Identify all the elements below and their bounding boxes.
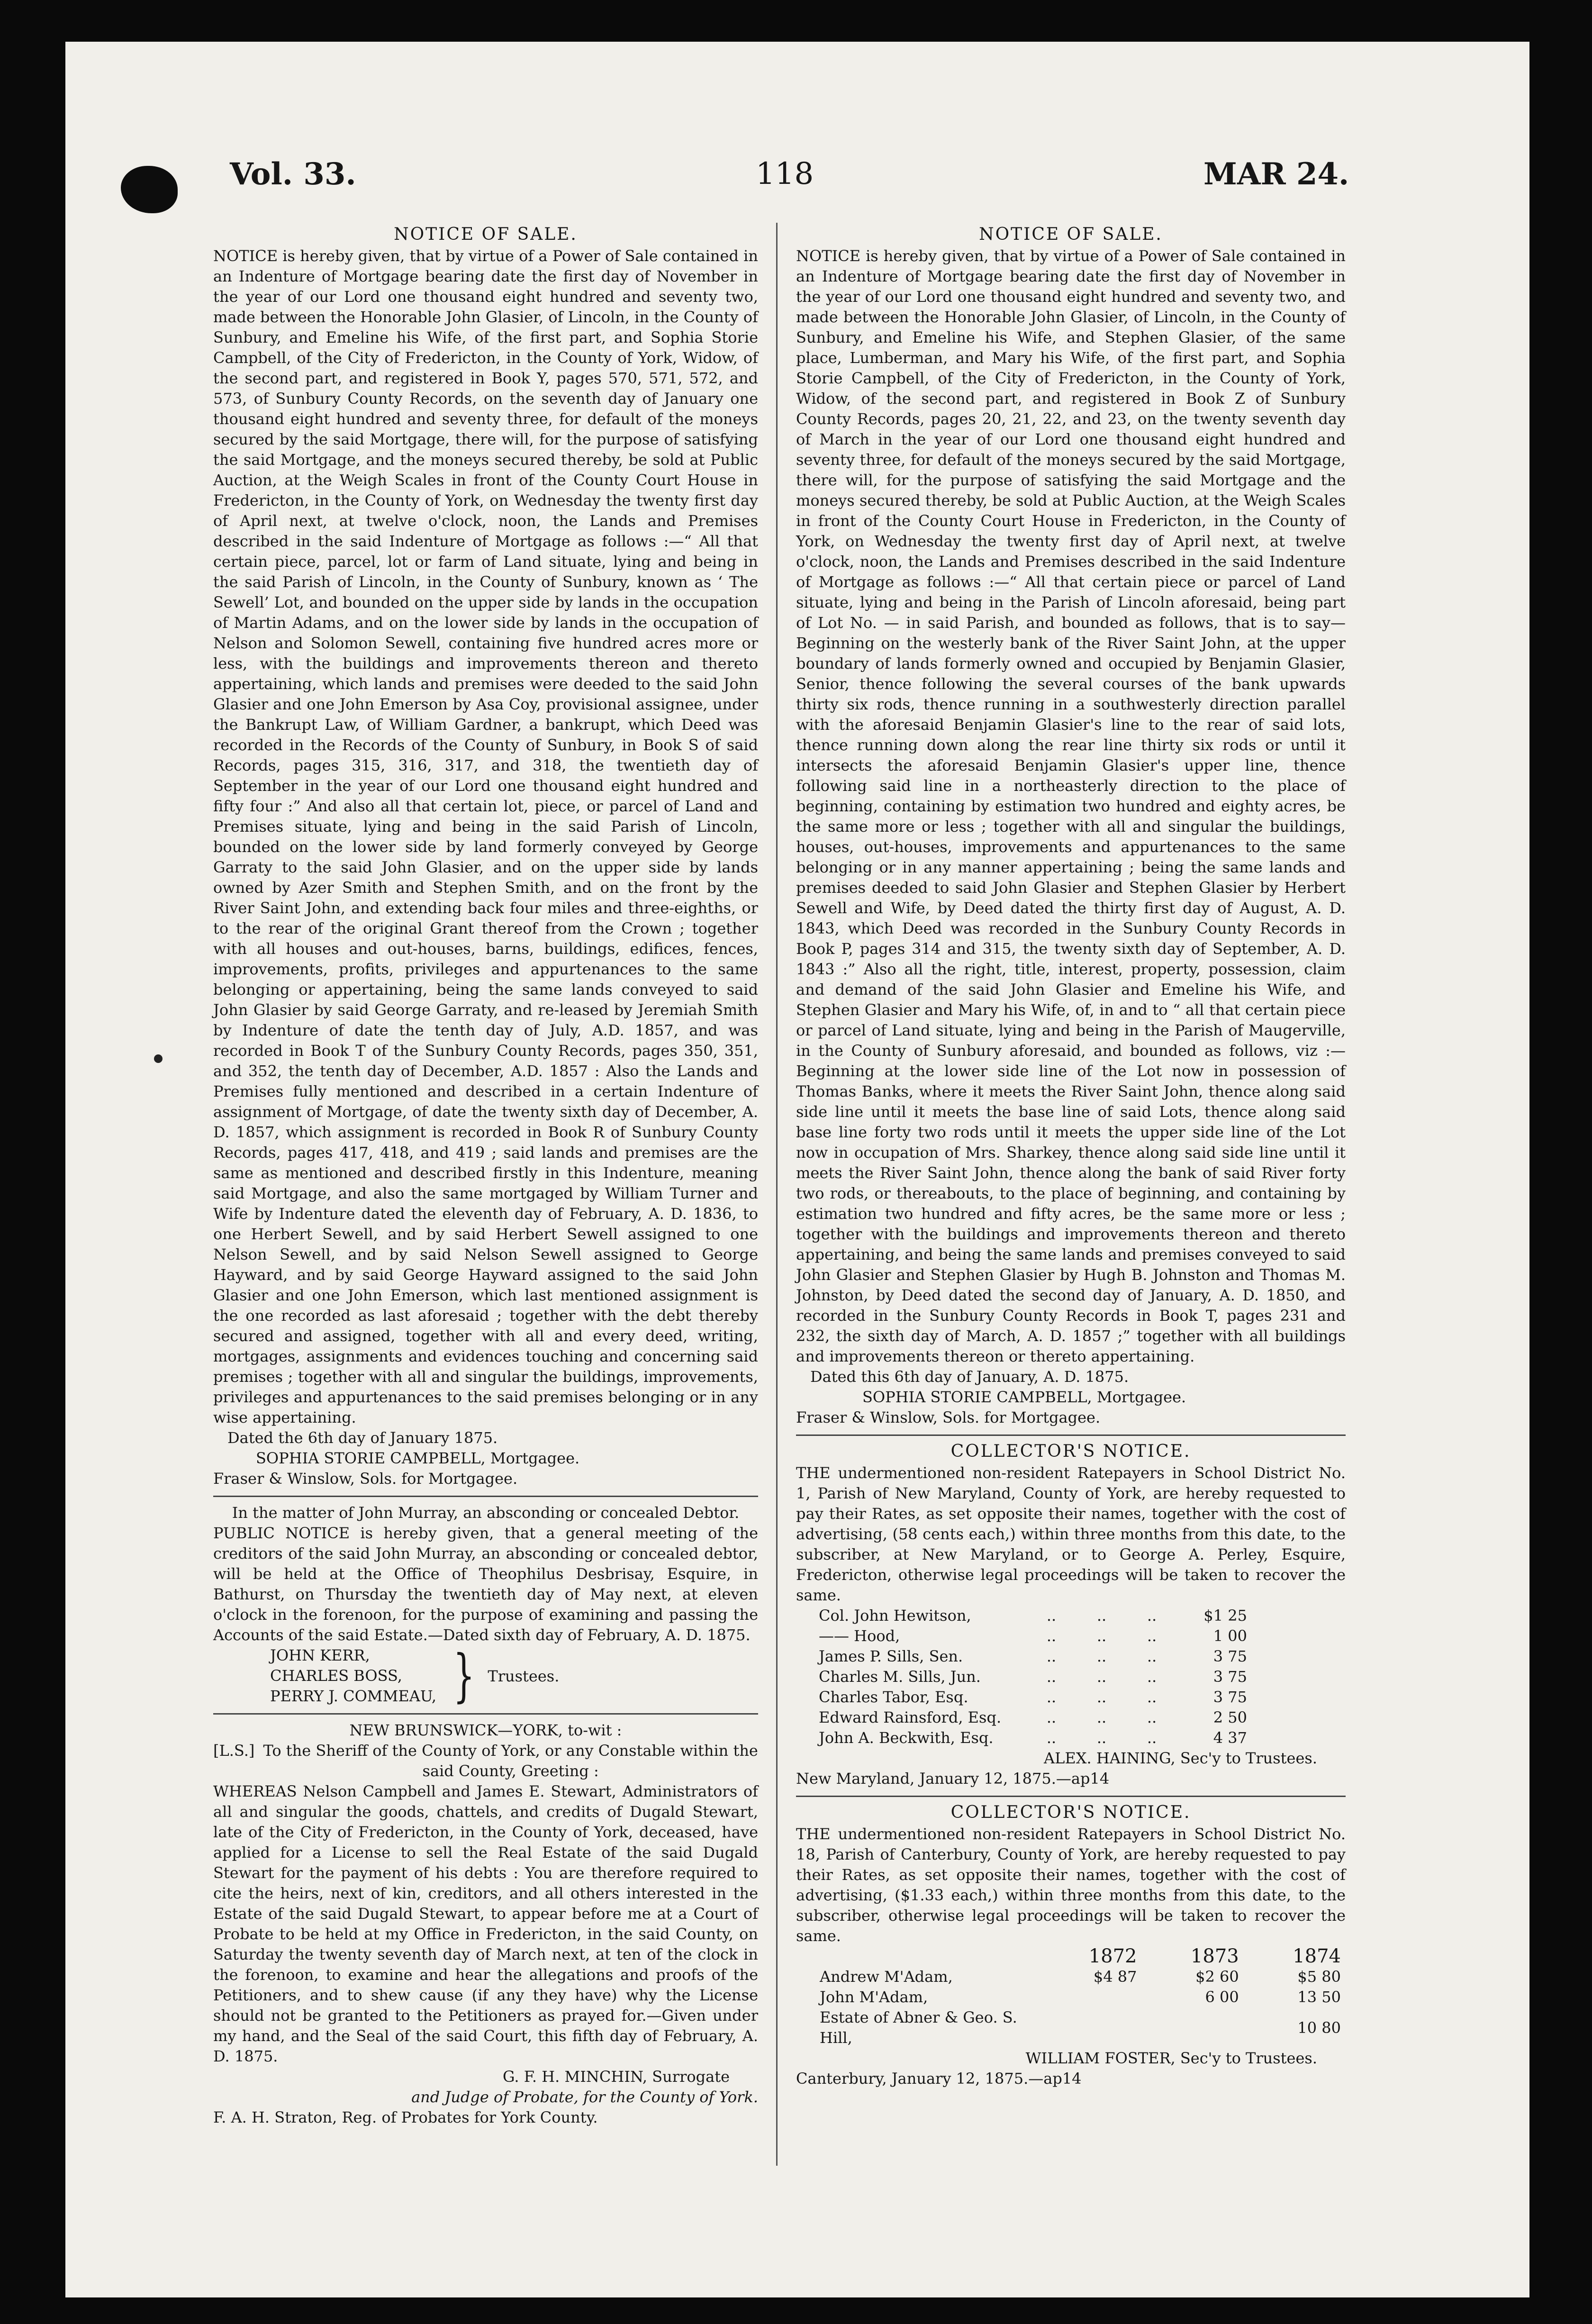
ratepayer-table (815, 1606, 1251, 1748)
notice-title: NOTICE OF SALE. (979, 225, 1163, 244)
ratepayer-name: Edward Rainsford, Esq. (819, 1708, 1002, 1726)
probate-heading: NEW BRUNSWICK—YORK, to-wit : (349, 1721, 622, 1739)
leader-dots: .. (1147, 1668, 1157, 1686)
leader-dots: .. (1046, 1627, 1057, 1645)
ratepayer-row (815, 1626, 1251, 1646)
trustees-block (213, 1645, 758, 1707)
rate-amount: $1 25 (1203, 1607, 1247, 1625)
seal-label: [L.S.] (213, 1742, 255, 1760)
trustees-label: Trustees. (488, 1667, 560, 1685)
dated-line: Dated this 6th day of January, A. D. 1875. (810, 1368, 1129, 1386)
murray-body: PUBLIC NOTICE is hereby given, that a general meeting of the creditors of the said John Murray, an absconding or concealed debtor, will be held at the Office of Theophilus Desbrisay, Esquire, in Bathurst, on Thursday the twentieth day of May next, at eleven o'clock in the forenoon, for the purpose of examining and passing the Accounts of the said Estate.—Dated sixth day of February, A. D. 1875. (213, 1524, 758, 1644)
leader-dots: .. (1046, 1607, 1057, 1625)
rate-amount: 1 00 (1213, 1627, 1247, 1645)
ratepayer-row (815, 2007, 1346, 2048)
probate-notice (213, 1720, 758, 2128)
page-number: 118 (756, 156, 814, 191)
notice-title: COLLECTOR'S NOTICE. (950, 1803, 1191, 1822)
ratepayer-row (815, 1687, 1251, 1707)
ratepayer-table (815, 1946, 1346, 2048)
rate-amount: 3 75 (1213, 1688, 1247, 1706)
leader-dots: .. (1096, 1688, 1107, 1706)
rate-amount: 2 50 (1213, 1708, 1247, 1726)
ratepayer-name: James P. Sills, Sen. (819, 1647, 963, 1665)
rate-amount: 4 37 (1213, 1729, 1247, 1747)
leader-dots: .. (1046, 1708, 1057, 1726)
name-column-header (815, 1946, 1040, 1967)
notice-body: NOTICE is hereby given, that by virtue of a Power of Sale contained in an Indenture of Mortgage bearing date the first day of November in the year of our Lord one thousand eight hundred and seventy two, and made between the Honorable John Glasier, of Lincoln, in the County of Sunbury, and Emeline his Wife, and Stephen Glasier, of the same place, Lumberman, and Mary his Wife, of the first part, and Sophia Storie Campbell, of the City of Fredericton, in the County of York, Widow, of the second part, and registered in Book Z of Sunbury County Records, pages 20, 21, 22, and 23, on the twenty seventh day of March in the year of our Lord one thousand eight hundred and seventy three, for default of the moneys secured by the said Mortgage, there will, for the purpose of satisfying the said Mortgage and the moneys secured thereby, be sold at Public Auction, at the Weigh Scales in front of the County Court House in Fredericton, in the County of York, on Wednesday the twenty first day of April next, at twelve o'clock, noon, the Lands and Premises described in the said Indenture of Mortgage as follows :—“ All that certain piece or parcel of Land situate, lying and being in the Parish of Lincoln aforesaid, being part of Lot No. — in said Parish, and bounded as follows, that is to say—Beginning on the westerly bank of the River Saint John, at the upper boundary of lands formerly owned and occupied by Benjamin Glasier, Senior, thence following the several courses of the bank upwards thirty six rods, thence running in a southwesterly direction parallel with the aforesaid Benjamin Glasier's line to the rear of said lots, thence running down along the rear line thirty six rods or until it intersects the aforesaid Benjamin Glasier's upper line, thence following said line in a northeasterly direction to the place of beginning, containing by estimation two hundred and eighty acres, be the same more or less ; together with all and singular the buildings, houses, out-houses, improvements and appurtenances to the same belonging or in any manner appertaining ; being the same lands and premises deeded to said John Glasier and Stephen Glasier by Herbert Sewell and Wife, by Deed dated the thirty first day of August, A. D. 1843, which Deed was recorded in the Sunbury County Records in Book P, pages 314 and 315, the twenty sixth day of September, A. D. 1843 :” Also all the right, title, interest, property, possession, claim and demand of the said John Glasier and Emeline his Wife, and Stephen Glasier and Mary his Wife, of, in and to “ all that certain piece or parcel of Land situate, lying and being in the Parish of Maugerville, in the County of Sunbury aforesaid, and bounded as follows, viz :—Beginning at the lower side line of the Lot now in possession of Thomas Banks, where it meets the River Saint John, thence along said side line until it meets the base line of said Lots, thence along said base line forty two rods until it meets the upper side line of the Lot now in occupation of Mrs. Sharkey, thence along said side line until it meets the River Saint John, thence along the bank of said River forty two rods, or thereabouts, to the place of beginning, and containing by estimation two hundred and fifty acres, be the same more or less ; together with the buildings and improvements thereon and thereto appertaining, and being the same lands and premises conveyed to said John Glasier and Stephen Glasier by Hugh B. Johnston and Thomas M. Johnston, by Deed dated the second day of January, A. D. 1850, and recorded in the Sunbury County Records in Book T, pages 231 and 232, the sixth day of March, A. D. 1857 ;” together with all buildings and improvements thereon or thereto appertaining. (796, 247, 1346, 1365)
volume-label: Vol. 33. (230, 156, 356, 192)
rate-amount: $4 87 (1093, 1968, 1137, 1986)
leader-dots: .. (1096, 1647, 1107, 1665)
brace-icon: } (453, 1643, 475, 1709)
leader-dots: .. (1046, 1647, 1057, 1665)
rate-amount: 10 80 (1297, 2018, 1341, 2037)
leader-dots: .. (1147, 1688, 1157, 1706)
probate-address: To the Sheriff of the County of York, or any Constable within the said County, Greeting : (263, 1742, 758, 1780)
rate-amount (1040, 1987, 1141, 2007)
leader-dots: .. (1096, 1668, 1107, 1686)
year-header: 1874 (1293, 1945, 1341, 1967)
collector-body: THE undermentioned non-resident Ratepayers in School District No. 1, Parish of New Maryland, County of York, are hereby requested to pay their Rates, as set opposite their names, together with the cost of advertising, (58 cents each,) within three months from this date, to the subscriber, at New Maryland, or to George A. Perley, Esquire, Fredericton, otherwise legal proceedings will be taken to recover the same. (796, 1464, 1346, 1604)
surrogate-signature: G. F. H. MINCHIN, Surrogate (502, 2068, 730, 2086)
probate-address-row (213, 1741, 758, 1781)
solicitors-line: Fraser & Winslow, Sols. for Mortgagee. (796, 1408, 1101, 1426)
surrogate-title: and Judge of Probate, for the County of York. (411, 2088, 758, 2106)
trustee-names (270, 1645, 436, 1707)
ratepayer-name: Charles Tabor, Esq. (819, 1688, 968, 1706)
leader-dots: .. (1046, 1688, 1057, 1706)
collector-dateline: New Maryland, January 12, 1875.—ap14 (796, 1770, 1110, 1788)
ratepayer-name: —— Hood, (819, 1627, 900, 1645)
year-header: 1873 (1190, 1945, 1239, 1967)
leader-dots: .. (1096, 1627, 1107, 1645)
leader-dots: .. (1096, 1729, 1107, 1747)
year-header: 1872 (1088, 1945, 1137, 1967)
notice-of-sale-left (213, 225, 758, 1489)
rate-amount: $2 60 (1195, 1968, 1239, 1986)
section-rule (213, 1496, 758, 1497)
rate-amount: 3 75 (1213, 1668, 1247, 1686)
matter-heading: In the matter of John Murray, an absconding or concealed Debtor. (232, 1504, 740, 1522)
leader-dots: .. (1096, 1607, 1107, 1625)
ratepayer-row (815, 1646, 1251, 1667)
dated-line: Dated the 6th day of January 1875. (227, 1429, 498, 1447)
ratepayer-row (815, 1967, 1346, 1987)
ratepayer-name: John M'Adam, (820, 1988, 928, 2006)
notice-of-sale-right (796, 225, 1346, 1428)
collector-signature: WILLIAM FOSTER, Sec'y to Trustees. (1025, 2049, 1317, 2067)
left-column (213, 223, 758, 2128)
rate-amount: $5 80 (1297, 1968, 1341, 1986)
rate-amount (1040, 2007, 1141, 2048)
issue-date: MAR 24. (1203, 156, 1349, 192)
column-divider (776, 223, 778, 2166)
leader-dots: .. (1147, 1607, 1157, 1625)
murray-notice (213, 1503, 758, 1707)
trustee-name: PERRY J. COMMEAU, (270, 1687, 436, 1705)
rate-amount: 3 75 (1213, 1647, 1247, 1665)
leader-dots: .. (1046, 1729, 1057, 1747)
leader-dots: .. (1096, 1708, 1107, 1726)
section-rule (213, 1713, 758, 1715)
collectors-notice-canterbury (796, 1803, 1346, 2089)
right-column (796, 223, 1346, 2089)
section-rule (796, 1434, 1346, 1436)
notice-body: NOTICE is hereby given, that by virtue of a Power of Sale contained in an Indenture of Mortgage bearing date the first day of November in the year of our Lord one thousand eight hundred and seventy two, made between the Honorable John Glasier, of Lincoln, in the County of Sunbury, and Emeline his Wife, of the first part, and Sophia Storie Campbell, of the City of Fredericton, in the County of York, Widow, of the second part, and registered in Book Y, pages 570, 571, 572, and 573, of Sunbury County Records, on the seventh day of January one thousand eight hundred and seventy three, for default of the moneys secured by the said Mortgage, there will, for the purpose of satisfying the said Mortgage, and the moneys secured thereby, be sold at Public Auction, at the Weigh Scales in front of the County Court House in Fredericton, in the County of York, on Wednesday the twenty first day of April next, at twelve o'clock, noon, the Lands and Premises described in the said Indenture of Mortgage as follows :—“ All that certain piece, parcel, lot or farm of Land situate, lying and being in the said Parish of Lincoln, in the County of Sunbury, known as ‘ The Sewell’ Lot, and bounded on the upper side by lands in the occupation of Martin Adams, and on the lower side by lands in the occupation of Nelson and Solomon Sewell, containing five hundred acres more or less, with the buildings and improvements thereon and thereto appertaining, which lands and premises were deeded to the said John Glasier and one John Emerson by Asa Coy, provisional assignee, under the Bankrupt Law, of William Gardner, a bankrupt, which Deed was recorded in the Records of the County of Sunbury, in Book S of said Records, pages 315, 316, 317, and 318, the twentieth day of September in the year of our Lord one thousand eight hundred and fifty four :” And also all that certain lot, piece, or parcel of Land and Premises situate, lying and being in the said Parish of Lincoln, bounded on the lower side by land formerly conveyed by George Garraty to the said John Glasier, and on the upper side by lands owned by Azer Smith and Stephen Smith, and on the front by the River Saint John, and extending back four miles and three-eighths, or to the rear of the original Grant thereof from the Crown ; together with all houses and out-houses, barns, buildings, edifices, fences, improvements, profits, privileges and appurtenances to the same belonging or appertaining, being the same lands conveyed to said John Glasier by said George Garraty, and re-leased by Jeremiah Smith by Indenture of date the tenth day of July, A.D. 1857, and was recorded in Book T of the Sunbury County Records, pages 350, 351, and 352, the tenth day of December, A.D. 1857 : Also the Lands and Premises fully mentioned and described in a certain Indenture of assignment of Mortgage, of date the twenty sixth day of December, A. D. 1857, which assignment is recorded in Book R of Sunbury County Records, pages 417, 418, and 419 ; said lands and premises are the same as mentioned and described firstly in this Indenture, meaning said Mortgage, and also the same mortgaged by William Turner and Wife by Indenture dated the eleventh day of February, A. D. 1836, to one Herbert Sewell, and by said Herbert Sewell assigned to one Nelson Sewell, and by said Nelson Sewell assigned to George Hayward, and by said George Hayward assigned to the said John Glasier and one John Emerson, which last mentioned assignment is the one recorded as last aforesaid ; together with the debt thereby secured and assigned, together with all and every deed, writing, mortgages, assignments and evidences touching and concerning said premises ; together with all and singular the buildings, improvements, privileges and appurtenances to the said premises belonging or in any wise appertaining. (213, 247, 758, 1426)
collectors-notice-new-maryland (796, 1442, 1346, 1789)
collector-dateline: Canterbury, January 12, 1875.—ap14 (796, 2070, 1082, 2088)
collector-signature: ALEX. HAINING, Sec'y to Trustees. (1043, 1749, 1317, 1767)
rate-amount: 13 50 (1297, 1988, 1341, 2006)
leader-dots: .. (1046, 1668, 1057, 1686)
section-rule (796, 1796, 1346, 1797)
signature: SOPHIA STORIE CAMPBELL, Mortgagee. (256, 1449, 580, 1467)
notice-title: NOTICE OF SALE. (394, 225, 578, 244)
ratepayer-name: Col. John Hewitson, (819, 1607, 971, 1625)
rate-amount: 6 00 (1205, 1988, 1239, 2006)
leader-dots: .. (1147, 1729, 1157, 1747)
probate-body: WHEREAS Nelson Campbell and James E. Stewart, Administrators of all and singular the goods, chattels, and credits of Dugald Stewart, late of the City of Fredericton, in the County of York, deceased, have applied for a License to sell the Real Estate of the said Dugald Stewart for the payment of his debts : You are therefore required to cite the heirs, next of kin, creditors, and all others interested in the Estate of the said Dugald Stewart, to appear before me at a Court of Probate to be held at my Office in Fredericton, in the said County, on Saturday the twenty seventh day of March next, at ten of the clock in the forenoon, to examine and hear the allegations and proofs of the Petitioners, and to shew cause (if any they have) why the License should not be granted to the Petitioners as prayed for.—Given under my hand, and the Seal of the said Court, this fifth day of February, A. D. 1875. (213, 1782, 758, 2065)
ratepayer-row (815, 1987, 1346, 2007)
trustee-name: JOHN KERR, (270, 1646, 370, 1664)
ratepayer-name: Charles M. Sills, Jun. (819, 1668, 981, 1686)
ratepayer-row (815, 1728, 1251, 1748)
ratepayer-row (815, 1606, 1251, 1626)
ratepayer-row (815, 1667, 1251, 1687)
notice-title: COLLECTOR'S NOTICE. (950, 1442, 1191, 1461)
ratepayer-name: John A. Beckwith, Esq. (819, 1729, 994, 1747)
trustee-name: CHARLES BOSS, (270, 1667, 402, 1685)
registrar-line: F. A. H. Straton, Reg. of Probates for York County. (213, 2108, 598, 2126)
leader-dots: .. (1147, 1627, 1157, 1645)
ratepayer-name: Andrew M'Adam, (820, 1968, 953, 1986)
ratepayer-row (815, 1707, 1251, 1728)
leader-dots: .. (1147, 1647, 1157, 1665)
solicitors-line: Fraser & Winslow, Sols. for Mortgagee. (213, 1470, 518, 1488)
ink-dot (154, 1054, 163, 1063)
collector-body: THE undermentioned non-resident Ratepayers in School District No. 18, Parish of Canterbury, County of York, are hereby requested to pay their Rates, as set opposite their names, together with the cost of advertising, ($1.33 each,) within three months from this date, to the subscriber, otherwise legal proceedings will be taken to recover the same. (796, 1825, 1346, 1945)
leader-dots: .. (1147, 1708, 1157, 1726)
ratepayer-name: Estate of Abner & Geo. S. Hill, (820, 2008, 1017, 2047)
signature: SOPHIA STORIE CAMPBELL, Mortgagee. (862, 1388, 1186, 1406)
rate-amount (1141, 2007, 1243, 2048)
